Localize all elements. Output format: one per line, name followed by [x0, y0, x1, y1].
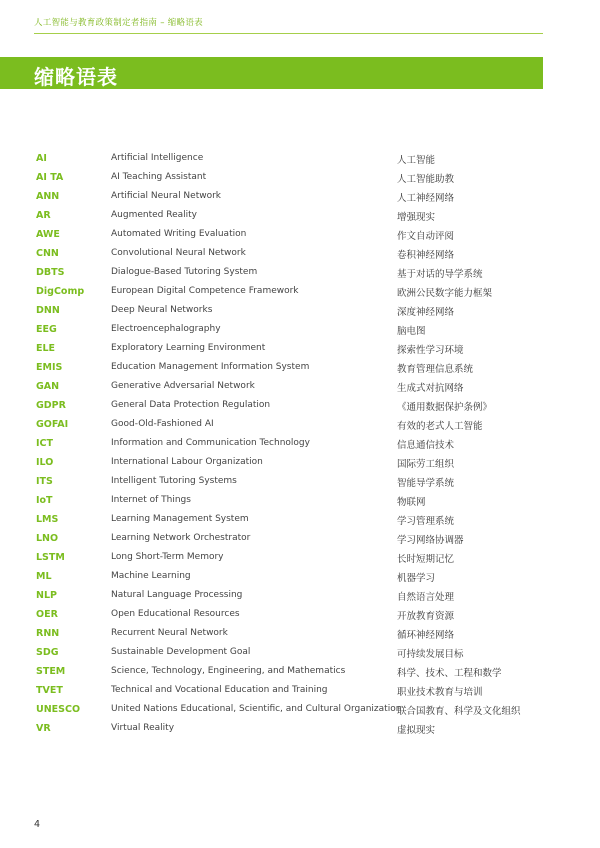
abbreviation-row	[36, 359, 546, 378]
chinese-term: 脑电图	[397, 326, 426, 337]
abbreviation-row	[36, 549, 546, 568]
abbreviation-row	[36, 150, 546, 169]
chinese-term: 虚拟现实	[397, 725, 436, 736]
chinese-term: 长时短期记忆	[397, 554, 455, 565]
abbreviation-row	[36, 226, 546, 245]
english-term: Information and Communication Technology	[111, 438, 310, 448]
abbreviation-row	[36, 169, 546, 188]
abbreviation-row	[36, 188, 546, 207]
abbreviation: ILO	[36, 457, 54, 468]
abbreviation: ICT	[36, 438, 53, 449]
abbreviation-row	[36, 416, 546, 435]
english-term: Technical and Vocational Education and Training	[111, 685, 328, 695]
abbreviation: LNO	[36, 533, 59, 544]
english-term: Generative Adversarial Network	[111, 381, 255, 391]
abbreviation: LMS	[36, 514, 59, 525]
abbreviation: EMIS	[36, 362, 63, 373]
chinese-term: 教育管理信息系统	[397, 364, 474, 375]
abbreviation: VR	[36, 723, 51, 734]
abbreviation-row	[36, 701, 546, 720]
english-term: AI Teaching Assistant	[111, 172, 207, 182]
abbreviation-row	[36, 625, 546, 644]
chinese-term: 人工神经网络	[397, 193, 455, 204]
chinese-term: 《通用数据保护条例》	[397, 402, 493, 413]
chinese-term: 循环神经网络	[397, 630, 455, 641]
english-term: Natural Language Processing	[111, 590, 243, 600]
abbreviation: LSTM	[36, 552, 65, 563]
abbreviation-row	[36, 264, 546, 283]
section-title: 缩略语表	[34, 65, 118, 89]
chinese-term: 增强现实	[397, 212, 436, 223]
abbreviation: ELE	[36, 343, 56, 354]
english-term: Long Short-Term Memory	[111, 552, 224, 562]
abbreviation-row	[36, 245, 546, 264]
abbreviation-row	[36, 606, 546, 625]
chinese-term: 联合国教育、科学及文化组织	[397, 706, 521, 717]
english-term: International Labour Organization	[111, 457, 263, 467]
abbreviation: OER	[36, 609, 58, 620]
abbreviations-table	[36, 150, 546, 739]
abbreviation-row	[36, 454, 546, 473]
english-term: Virtual Reality	[111, 723, 175, 733]
abbreviation: UNESCO	[36, 704, 81, 715]
chinese-term: 基于对话的导学系统	[397, 269, 483, 280]
abbreviation-row	[36, 720, 546, 739]
abbreviation: ITS	[36, 476, 53, 487]
abbreviation: DBTS	[36, 267, 65, 278]
english-term: General Data Protection Regulation	[111, 400, 271, 410]
english-term: Automated Writing Evaluation	[111, 229, 247, 239]
abbreviation: RNN	[36, 628, 60, 639]
chinese-term: 学习管理系统	[397, 516, 455, 527]
abbreviation-row	[36, 568, 546, 587]
chinese-term: 机器学习	[397, 573, 436, 584]
abbreviation-row	[36, 530, 546, 549]
abbreviation: CNN	[36, 248, 59, 259]
abbreviation: GDPR	[36, 400, 66, 411]
abbreviation-row	[36, 587, 546, 606]
english-term: United Nations Educational, Scientific, and Cultural Organization	[111, 704, 402, 714]
abbreviation-row	[36, 378, 546, 397]
header-divider	[34, 33, 543, 34]
abbreviation-row	[36, 283, 546, 302]
abbreviation: DNN	[36, 305, 60, 316]
running-header: 人工智能与教育政策制定者指南 – 缩略语表	[34, 18, 203, 28]
abbreviation: NLP	[36, 590, 57, 601]
abbreviation-row	[36, 340, 546, 359]
abbreviation-row	[36, 397, 546, 416]
abbreviation-row	[36, 207, 546, 226]
abbreviation: STEM	[36, 666, 66, 677]
chinese-term: 探索性学习环境	[397, 345, 464, 356]
english-term: Artificial Neural Network	[111, 191, 222, 201]
abbreviation: ML	[36, 571, 52, 582]
chinese-term: 智能导学系统	[397, 478, 455, 489]
chinese-term: 开放教育资源	[397, 611, 455, 622]
english-term: Intelligent Tutoring Systems	[111, 476, 237, 486]
english-term: Open Educational Resources	[111, 609, 240, 619]
abbreviation: EEG	[36, 324, 57, 335]
chinese-term: 卷积神经网络	[397, 250, 455, 261]
chinese-term: 有效的老式人工智能	[397, 421, 483, 432]
abbreviation: AR	[36, 210, 51, 221]
chinese-term: 国际劳工组织	[397, 459, 455, 470]
chinese-term: 可持续发展目标	[397, 649, 464, 660]
english-term: Learning Management System	[111, 514, 249, 524]
english-term: European Digital Competence Framework	[111, 286, 299, 296]
abbreviation-row	[36, 644, 546, 663]
abbreviation-row	[36, 435, 546, 454]
abbreviation: GAN	[36, 381, 60, 392]
english-term: Good-Old-Fashioned AI	[111, 419, 214, 429]
chinese-term: 自然语言处理	[397, 592, 455, 603]
abbreviation: DigComp	[36, 286, 85, 297]
chinese-term: 信息通信技术	[397, 440, 455, 451]
abbreviation-row	[36, 492, 546, 511]
english-term: Dialogue-Based Tutoring System	[111, 267, 258, 277]
english-term: Convolutional Neural Network	[111, 248, 246, 258]
english-term: Education Management Information System	[111, 362, 310, 372]
english-term: Science, Technology, Engineering, and Mathematics	[111, 666, 346, 676]
chinese-term: 人工智能	[397, 155, 436, 166]
chinese-term: 学习网络协调器	[397, 535, 464, 546]
abbreviation: GOFAI	[36, 419, 69, 430]
english-term: Recurrent Neural Network	[111, 628, 228, 638]
abbreviation: AI TA	[36, 172, 64, 183]
abbreviation: AI	[36, 153, 47, 164]
abbreviation: TVET	[36, 685, 63, 696]
english-term: Machine Learning	[111, 571, 191, 581]
abbreviation: SDG	[36, 647, 59, 658]
english-term: Sustainable Development Goal	[111, 647, 251, 657]
chinese-term: 职业技术教育与培训	[397, 687, 483, 698]
abbreviation-row	[36, 473, 546, 492]
chinese-term: 科学、技术、工程和数学	[397, 668, 502, 679]
chinese-term: 物联网	[397, 497, 426, 508]
abbreviation-row	[36, 682, 546, 701]
english-term: Internet of Things	[111, 495, 191, 505]
abbreviation-row	[36, 321, 546, 340]
english-term: Deep Neural Networks	[111, 305, 213, 315]
chinese-term: 作文自动评阅	[397, 231, 455, 242]
chinese-term: 欧洲公民数字能力框架	[397, 288, 493, 299]
english-term: Augmented Reality	[111, 210, 197, 220]
abbreviation-row	[36, 663, 546, 682]
page-number: 4	[34, 819, 41, 830]
english-term: Exploratory Learning Environment	[111, 343, 266, 353]
chinese-term: 深度神经网络	[397, 307, 455, 318]
english-term: Artificial Intelligence	[111, 153, 204, 163]
chinese-term: 人工智能助教	[397, 174, 455, 185]
chinese-term: 生成式对抗网络	[397, 383, 464, 394]
abbreviation-row	[36, 302, 546, 321]
abbreviation: AWE	[36, 229, 60, 240]
abbreviation: IoT	[36, 495, 53, 506]
section-title-bar	[0, 57, 543, 89]
english-term: Learning Network Orchestrator	[111, 533, 251, 543]
english-term: Electroencephalography	[111, 324, 221, 334]
abbreviation: ANN	[36, 191, 60, 202]
abbreviation-row	[36, 511, 546, 530]
